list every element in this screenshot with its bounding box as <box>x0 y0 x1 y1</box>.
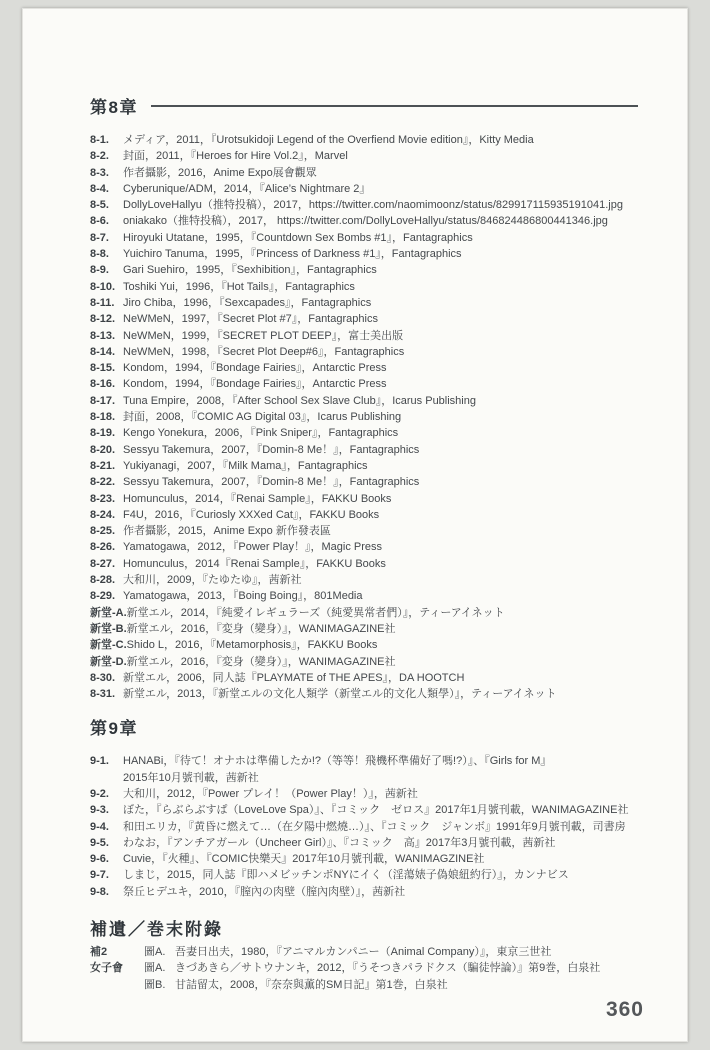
reference-row <box>90 474 666 490</box>
reference-text: 和田エリカ，『黄昏に燃えて…（在夕陽中燃燒…）』、『コミック ジャンボ』1991年9月號刊載，司書房 <box>123 820 626 833</box>
reference-text: Kondom，1994，『Bondage Fairies』，Antarctic Press <box>123 378 387 391</box>
reference-text: F4U，2016，『Curiosly XXXed Cat』，FAKKU Books <box>123 508 380 521</box>
reference-text: Kondom，1994，『Bondage Fairies』，Antarctic Press <box>123 362 387 375</box>
reference-text: oniakako（推特投稿），2017， https://twitter.com/DollyLoveHallyu/status/846824486800441346.jpg <box>123 215 608 228</box>
reference-text: Toshiki Yui，1996，『Hot Tails』，Fantagraphics <box>123 280 355 293</box>
reference-row <box>90 802 666 818</box>
reference-text: Jiro Chiba，1996，『Sexcapades』，Fantagraphics <box>123 296 372 309</box>
reference-label: 8-16. <box>90 378 116 391</box>
reference-label: 8-30. <box>90 671 116 684</box>
reference-text: 新堂エル，2014，『純愛イレギュラーズ（純愛異常者們）』，ティーアイネット <box>126 606 505 619</box>
reference-row <box>90 458 666 474</box>
heading-rule <box>151 105 638 107</box>
reference-label: 新堂-D. <box>90 655 127 668</box>
reference-label: 9-6. <box>90 853 109 866</box>
reference-label: 8-10. <box>90 280 116 293</box>
reference-label: 8-3. <box>90 166 109 179</box>
reference-label: 新堂-B. <box>90 622 127 635</box>
appendix-heading: 補遺／巻末附錄 <box>90 920 223 940</box>
reference-row <box>90 621 666 637</box>
reference-row <box>90 279 666 295</box>
reference-text: Cuvie，『火種』、『COMIC快樂天』2017年10月號刊載，WANIMAGZINE社 <box>123 853 485 866</box>
reference-label: 8-14. <box>90 345 116 358</box>
reference-row <box>90 605 666 621</box>
reference-row <box>90 230 666 246</box>
reference-label: 8-11. <box>90 296 115 309</box>
reference-row <box>90 246 666 262</box>
chapter-9-heading <box>90 716 666 736</box>
reference-label: 8-28. <box>90 574 116 587</box>
reference-row <box>90 960 666 976</box>
page-number: 360 <box>605 998 644 1021</box>
figure-label: 圖A. <box>144 946 166 959</box>
reference-row <box>90 442 666 458</box>
reference-text: Kengo Yonekura，2006，『Pink Sniper』，Fantagraphics <box>123 427 399 440</box>
reference-label: 8-9. <box>90 264 109 277</box>
reference-label: 8-6. <box>90 215 109 228</box>
reference-row <box>90 311 666 327</box>
reference-label: 8-31. <box>90 688 116 701</box>
reference-row <box>90 753 666 786</box>
reference-row <box>90 344 666 360</box>
reference-row <box>90 181 666 197</box>
reference-group-label: 補2 <box>90 946 108 959</box>
reference-label: 9-3. <box>90 804 109 817</box>
reference-text-line: 2015年10月號刊載，茜新社 <box>123 771 259 784</box>
reference-label: 8-7. <box>90 231 109 244</box>
page-content <box>90 95 666 993</box>
reference-row <box>90 425 666 441</box>
reference-text <box>123 753 551 786</box>
reference-text: ぼた，『らぶらぶすぱ（LoveLove Spa）』、『コミック ゼロス』2017年1月號刊載，WANIMAGAZINE社 <box>123 804 629 817</box>
reference-text: 封面，2011，『Heroes for Hire Vol.2』，Marvel <box>123 150 348 163</box>
reference-text: NeWMeN，1998，『Secret Plot Deep#6』，Fantagraphics <box>123 345 405 358</box>
reference-text: 新堂エル，2016，『変身（變身）』，WANIMAGAZINE社 <box>126 622 396 635</box>
reference-label: 8-21. <box>90 459 116 472</box>
reference-label: 8-5. <box>90 199 109 212</box>
reference-text: Cyberunique/ADM，2014，『Alice’s Nightmare 2』 <box>123 182 371 195</box>
reference-row <box>90 819 666 835</box>
reference-label: 8-12. <box>90 313 116 326</box>
reference-label: 9-1. <box>90 755 109 768</box>
reference-text: 新堂エル，2013，『新堂エルの文化人類学（新堂エル的文化人類學）』，ティーアイネット <box>123 688 557 701</box>
reference-row <box>90 360 666 376</box>
reference-row <box>90 556 666 572</box>
reference-label: 8-18. <box>90 411 116 424</box>
reference-label: 8-17. <box>90 394 116 407</box>
reference-label: 8-13. <box>90 329 116 342</box>
reference-row <box>90 977 666 993</box>
chapter-8-reference-list <box>90 132 666 702</box>
reference-row <box>90 491 666 507</box>
reference-text: 吾妻日出夫，1980，『アニマルカンパニー（Animal Company）』，東京三世社 <box>175 946 552 959</box>
reference-label: 8-8. <box>90 248 109 261</box>
reference-label: 8-2. <box>90 150 109 163</box>
reference-text: 大和川，2009，『たゆたゆ』，茜新社 <box>123 574 302 587</box>
reference-text: NeWMeN，1999，『SECRET PLOT DEEP』，富士美出版 <box>123 329 404 342</box>
reference-label: 9-8. <box>90 885 109 898</box>
reference-text: わなお，『アンチアガール（Uncheer Girl）』、『コミック 高』2017年3月號刊載，茜新社 <box>123 836 556 849</box>
reference-text: Homunculus，2014『Renai Sample』，FAKKU Books <box>123 557 386 570</box>
reference-label: 8-29. <box>90 590 116 603</box>
figure-label: 圖A. <box>144 962 166 975</box>
reference-text: Yuichiro Tanuma，1995，『Princess of Darkness #1』，Fantagraphics <box>123 248 462 261</box>
reference-row <box>90 786 666 802</box>
reference-label: 新堂-A. <box>90 606 127 619</box>
reference-label: 新堂-C. <box>90 639 127 652</box>
reference-label: 8-24. <box>90 508 116 521</box>
reference-row <box>90 409 666 425</box>
reference-label: 9-5. <box>90 836 109 849</box>
chapter-8-heading <box>90 95 666 115</box>
reference-row <box>90 197 666 213</box>
reference-row <box>90 654 666 670</box>
reference-label: 8-1. <box>90 134 109 146</box>
reference-text: Sessyu Takemura，2007，『Domin-8 Me！』，Fantagraphics <box>123 476 420 489</box>
reference-text: 大和川，2012，『Power プレイ！（Power Play！）』，茜新社 <box>123 787 418 800</box>
reference-label: 8-4. <box>90 182 109 195</box>
reference-label: 8-22. <box>90 476 116 489</box>
reference-text: Homunculus，2014，『Renai Sample』，FAKKU Books <box>123 492 392 505</box>
reference-row <box>90 884 666 900</box>
reference-label: 8-15. <box>90 362 116 375</box>
reference-row <box>90 213 666 229</box>
reference-row <box>90 835 666 851</box>
reference-text: Tuna Empire，2008，『After School Sex Slave Club』，Icarus Publishing <box>123 394 476 407</box>
reference-label: 8-19. <box>90 427 116 440</box>
reference-row <box>90 572 666 588</box>
reference-text: Yamatogawa，2013，『Boing Boing』，801Media <box>123 590 363 603</box>
reference-row <box>90 523 666 539</box>
chapter-8-title: 第8章 <box>90 97 138 117</box>
reference-row <box>90 867 666 883</box>
reference-text-line: HANABi，『待て！オナホは準備したか!?（等等！飛機杯準備好了嗎!?）』、『Girls for M』 <box>123 755 552 768</box>
reference-row <box>90 686 666 702</box>
reference-text: DollyLoveHallyu（推特投稿），2017，https://twitter.com/naomimoonz/status/829917115935191041.jpg <box>123 199 623 212</box>
reference-text: Hiroyuki Utatane，1995，『Countdown Sex Bombs #1』，Fantagraphics <box>123 231 473 244</box>
reference-text: メディア，2011，『Urotsukidoji Legend of the Overfiend Movie edition』，Kitty Media <box>123 134 534 146</box>
reference-row <box>90 132 666 148</box>
reference-text: 作者攝影，2016，Anime Expo展會觀眾 <box>123 166 317 179</box>
reference-row <box>90 851 666 867</box>
reference-text: 新堂エル，2006，同人誌『PLAYMATE of THE APES』，DA HOOTCH <box>123 671 465 684</box>
reference-row <box>90 328 666 344</box>
reference-row <box>90 393 666 409</box>
reference-row <box>90 539 666 555</box>
reference-row <box>90 507 666 523</box>
reference-text: きづあきら／サトウナンキ，2012，『うそつきパラドクス（騙徒悖論）』第9巻，白泉社 <box>175 962 601 975</box>
reference-row <box>90 376 666 392</box>
reference-label: 9-2. <box>90 787 109 800</box>
reference-text: Shido L，2016，『Metamorphosis』，FAKKU Books <box>126 639 378 652</box>
reference-row <box>90 944 666 960</box>
reference-group-label: 女子會 <box>90 962 123 975</box>
chapter-9-reference-list <box>90 753 666 900</box>
reference-row <box>90 637 666 653</box>
appendix-reference-list <box>90 944 666 993</box>
reference-label: 9-4. <box>90 820 109 833</box>
reference-text: 甘詰留太，2008，『奈奈與薫的SM日記』第1巻，白泉社 <box>175 978 448 991</box>
reference-text: Yukiyanagi，2007，『Milk Mama』，Fantagraphics <box>123 459 368 472</box>
reference-label: 8-23. <box>90 492 116 505</box>
reference-label: 8-20. <box>90 443 116 456</box>
reference-row <box>90 670 666 686</box>
reference-row <box>90 588 666 604</box>
book-page <box>22 8 688 1042</box>
reference-text: 新堂エル，2016，『変身（變身）』，WANIMAGAZINE社 <box>126 655 396 668</box>
reference-label: 8-25. <box>90 525 116 538</box>
reference-label: 8-26. <box>90 541 116 554</box>
reference-text: NeWMeN，1997，『Secret Plot #7』，Fantagraphics <box>123 313 378 326</box>
reference-text: Yamatogawa，2012，『Power Play！』，Magic Press <box>123 541 383 554</box>
reference-label: 9-7. <box>90 869 109 882</box>
reference-row <box>90 148 666 164</box>
reference-row <box>90 262 666 278</box>
reference-text: Gari Suehiro，1995，『Sexhibition』，Fantagraphics <box>123 264 377 277</box>
reference-text: 作者攝影，2015，Anime Expo 新作發表區 <box>123 525 331 538</box>
reference-row <box>90 165 666 181</box>
reference-row <box>90 295 666 311</box>
reference-label: 8-27. <box>90 557 116 570</box>
reference-text: 封面，2008，『COMIC AG Digital 03』，Icarus Publishing <box>123 411 402 424</box>
reference-text: Sessyu Takemura，2007，『Domin-8 Me！』，Fantagraphics <box>123 443 420 456</box>
reference-text: しまじ，2015，同人誌『即ハメビッチンポNYにイく（淫蕩婊子偽娘紐約行）』，カンナビス <box>123 869 569 882</box>
reference-text: 祭丘ヒデユキ，2010，『膣內の肉壁（膣內肉壁）』，茜新社 <box>123 885 406 898</box>
figure-label: 圖B. <box>144 978 166 991</box>
chapter-9-title: 第9章 <box>90 718 138 738</box>
